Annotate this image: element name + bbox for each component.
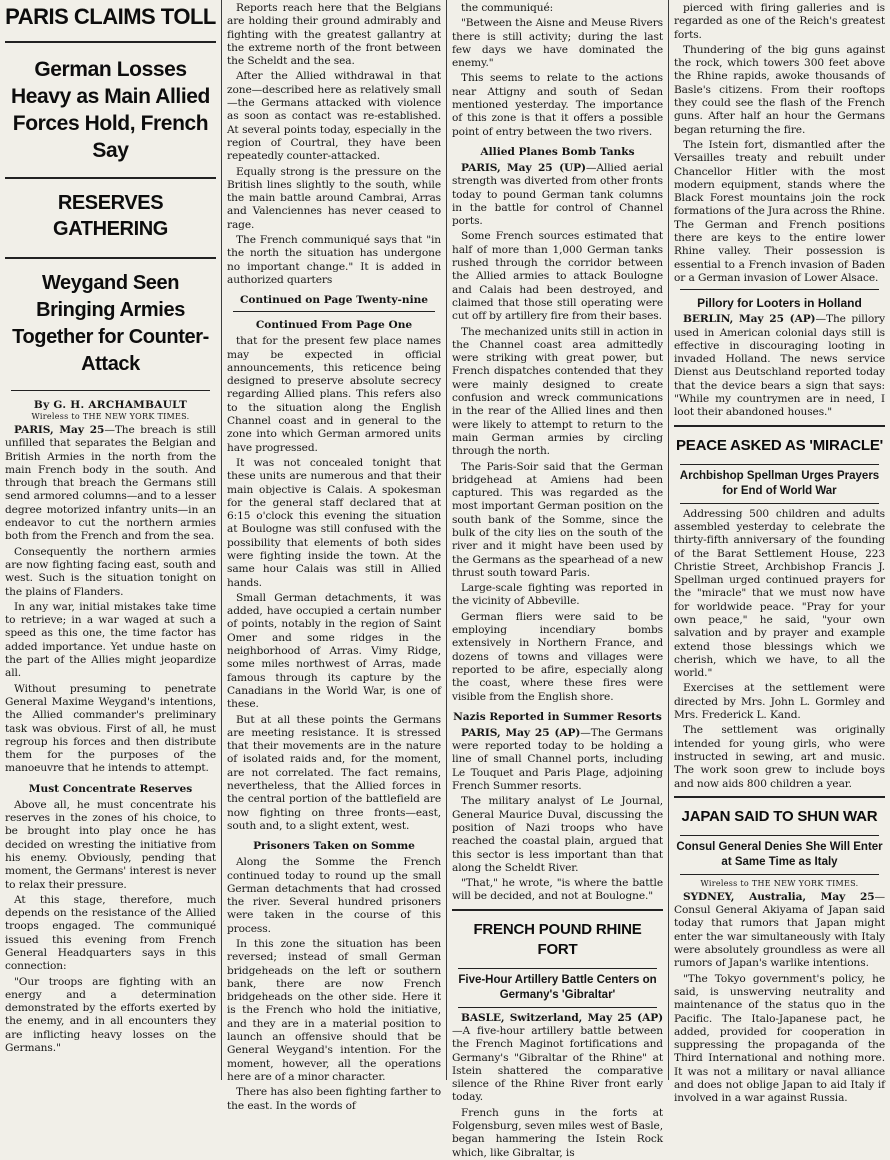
lead-text: —The pillory used in American colonial days still is effective in discouraging looting in invaded Holland. The news service Dienst aus Deutschland reported today that the device bears a sign that says: "While my countrymen are in need, I loot their abandoned houses." [674,313,886,419]
paragraph: "The Tokyo government's policy, he said, is unswerving neutrality and maintenance of the status quo in the Pacific. The Italo-Japanese pact, he added, provided for cooperation in suppressing the propaganda of the Third International and nothing more. It was not a military or naval alliance and does not oblige Japan to aid Italy if involved in a war against Russia. [674,972,885,1105]
paragraph: There has also been fighting farther to the east. In the words of [227,1086,441,1112]
divider [5,257,216,259]
paragraph [674,891,885,971]
paragraph: In any war, initial mistakes take time to retrieve; in a war waged at such a speed as this one, the time factor has added importance. Yet undue haste on the part of the Allies might jeopardize all. [5,600,216,680]
paragraph: pierced with firing galleries and is regarded as one of the Reich's greatest forts. [674,2,885,41]
deck-five-hour-battle: Five-Hour Artillery Battle Centers on Germany's 'Gibraltar' [458,973,657,1001]
subhead-nazis-summer-resorts: Nazis Reported in Summer Resorts [453,710,662,723]
paragraph: The Paris-Soir said that the German bridgehead at Amiens had been captured. This was regarded as the most important German position on the south bank of the Somme, since the bulk of the city lies on the south of the river and it might have been used by the Germans as the spearhead of a new thrust south toward Paris. [452,460,663,579]
lead-paragraph [5,424,216,544]
divider [680,503,879,504]
lead-text: —The breach is still unfilled that separates the Belgian and British Armies in the north from the main French body in the south. And through that breach the Germans still send armored columns—and to a lesser degree motorized infantry units—in an endeavor to cut the northern armies both from the French and from the sea. [5,424,216,543]
paragraph: But at all these points the Germans are meeting resistance. It is stressed that their movements are in the nature of isolated raids and, for the moment, are not correlated. The fact remains, nevertheless, that the Allied forces in the central portion of the battlefield are now fighting on three fronts—east, south and, to a slight extent, west. [227,713,441,832]
paragraph: Without presuming to penetrate General Maxime Weygand's intentions, the Allied commander's preliminary task was obvious. First of all, he must regroup his forces and then distribute them for the purposes of the manoeuvre that he intends to attempt. [5,682,216,775]
headline-paris-claims-toll: PARIS CLAIMS TOLL [5,4,216,29]
paragraph: The settlement was originally intended for young girls, who were instructed in sewing, art and music. The work soon grew to include boys and now aids 800 children a year. [674,724,885,790]
divider [233,311,435,312]
paragraph: The Istein fort, dismantled after the Versailles treaty and rebuilt under Chancellor Hitler with the most modern equipment, stands where the Black Forest mountains join the rock formations of the Jura across the Rhine. The German and French positions there are keys to the entire lower Rhine valley. Their possession is essential to a French invasion of Baden or a German invasion of Lower Alsace. [674,138,885,284]
paragraph: Equally strong is the pressure on the British lines slightly to the south, while the main battle around Cambrai, Arras and Valenciennes has never ceased to rage. [227,165,441,231]
paragraph: German fliers were said to be employing incendiary bombs extensively in Northern France, and dozens of towns and villages were reported to be afire, especially along the coast, where these fires were visible from the English shore. [452,610,663,703]
deck-german-losses: German Losses Heavy as Main Allied Forces Hold, French Say [11,58,210,162]
headline-french-pound-rhine-fort: FRENCH POUND RHINE FORT [473,920,642,958]
paragraph: Consequently the northern armies are now fighting facing east, south and west. Such is the situation tonight on the plains of Flanders. [5,545,216,598]
wireless-credit: Wireless to THE NEW YORK TIMES. [31,412,190,421]
paragraph: that for the present few place names may be expected in official announcements, this reticence being designed to preserve absolute secrecy regarding Allied plans. This refers also to the situation along the English Channel coast and in general to the zone into which German armored units have progressed. [227,335,441,454]
dateline: BASLE, Switzerland, May 25 (AP) [461,1011,663,1024]
headline-japan-shun-war: JAPAN SAID TO SHUN WAR [681,807,878,825]
byline: By G. H. ARCHAMBAULT [33,399,188,411]
paragraph [674,313,885,419]
dateline: SYDNEY, Australia, May 25 [683,890,875,903]
lead-text: —A five-hour artillery battle between the French Maginot fortifications and Germany's "Gibraltar of the Rhine" at Istein shattered the comparative silence of the Rhine River front early today. [452,1025,663,1104]
divider [674,425,885,427]
paragraph: Some French sources estimated that half of more than 1,000 German tanks rushed through the corridor between the Allied armies to attack Boulogne and Calais had been destroyed, and claimed that those still operating were cut off by artillery fire from their bases. [452,230,663,323]
paragraph [452,1012,663,1105]
paragraph [452,727,663,793]
subhead-planes-bomb-tanks: Allied Planes Bomb Tanks [480,145,635,158]
paragraph: Reports reach here that the Belgians are holding their ground admirably and fighting with the greatest gallantry at the extreme north of the front between the Scheldt and the sea. [227,2,441,68]
divider [458,968,657,969]
deck-consul-general: Consul General Denies She Will Enter at Same Time as Italy [676,840,883,868]
paragraph: Small German detachments, it was added, have occupied a certain number of points, notably in the region of Saint Omer and some ridges in the neighborhood of Arras. Vimy Ridge, some miles northwest of Arras, made famous through its capture by the Canadians in the World War, is one of these. [227,591,441,711]
paragraph: "Between the Aisne and Meuse Rivers there is still activity; during the last few days we have dominated the enemy." [452,17,663,70]
paragraph: Thundering of the big guns against the rock, which towers 300 feet above the Rhine rapids, awoke thousands of Basle's citizens. From their rooftops they could see the flash of the French guns. After half an hour the Germans began returning the fire. [674,43,885,136]
deck-reserves-gathering: RESERVES GATHERING [53,192,168,240]
column-2 [222,0,446,1112]
paragraph: It was not concealed tonight that these units are numerous and that their main objective is Calais. A spokesman for the general staff declared that at 6:15 o'clock this evening the situation at Boulogne was still confused with the possibility that elements of both sides were fighting inside the town. At the same hour Calais was still in Allied hands. [227,456,441,589]
wireless-credit: Wireless to THE NEW YORK TIMES. [700,878,859,888]
divider [680,289,879,290]
lead-text: —The Germans were reported today to be holding a line of small Channel ports, including Le Touquet and Paris Plage, adjoining French Summer resorts. [452,726,663,793]
paragraph: "Our troops are fighting with an energy and a determination demonstrated by the efforts exerted by the enemy, and in all encounters they are inflicting heavy losses on the Germans." [5,975,216,1055]
deck-weygand: Weygand Seen Bringing Armies Together for Counter-Attack [12,272,209,375]
paragraph: Large-scale fighting was reported in the vicinity of Abbeville. [452,582,663,608]
column-3 [447,0,668,1159]
subhead-must-concentrate: Must Concentrate Reserves [28,782,193,795]
lead-text: —Consul General Akiyama of Japan said today that rumors that Japan might enter the war simultaneously with Italy were absolutely groundless as were all rumors of Japan's warlike intentions. [674,890,885,970]
divider [452,909,663,911]
paragraph: The mechanized units still in action in the Channel coast area admittedly were striking with great power, but French dispatches contended that they were mainly designed to create confusion and wreck communications in the rear of the Allied lines and then were likely to attempt to return to the main German armies by circling through the north. [452,325,663,458]
dateline: PARIS, May 25 (UP) [461,161,586,174]
paragraph: French guns in the forts at Folgensburg, seven miles west of Basle, began hammering the Istein Rock which, like Gibraltar, is [452,1106,663,1159]
paragraph: The French communiqué says that "in the north the situation has undergone no important change." It is added in authorized quarters [227,234,441,286]
dateline: PARIS, May 25 (AP) [461,726,581,739]
jump-line-continued-from: Continued From Page One [255,319,413,332]
paragraph: The military analyst of Le Journal, General Maurice Duval, discussing the position of Nazi troops who have reached the coastal plain, argued that this sector is less important than that along the Scheldt River. [452,795,663,874]
dateline: PARIS, May 25 [14,424,105,436]
jump-line-continued-on: Continued on Page Twenty-nine [239,294,429,307]
divider [5,41,216,43]
divider [680,835,879,836]
paragraph: After the Allied withdrawal in that zone—described here as relatively small—the Germans attacked with violence as soon as contact was re-established. At several points today, especially in the region of Courtral, they have been repeatedly counter-attacked. [227,70,441,163]
paragraph [452,162,663,228]
headline-peace-asked: PEACE ASKED AS 'MIRACLE' [675,436,884,454]
divider [680,464,879,465]
subhead-prisoners: Prisoners Taken on Somme [253,840,415,853]
divider [458,1007,657,1008]
paragraph: the communiqué: [461,2,554,14]
column-4 [669,0,890,1105]
divider [11,390,210,391]
paragraph: This seems to relate to the actions near Attigny and south of Sedan mentioned yesterday. The importance of this zone is that it offers a possible point of entry between the two rivers. [452,72,663,138]
paragraph: "That," he wrote, "is where the battle will be decided, and not at Boulogne." [452,877,663,903]
paragraph: Along the Somme the French continued today to round up the small German detachments that had crossed the river. Several hundred prisoners were taken in the course of this process. [227,856,441,935]
divider [5,177,216,179]
paragraph: Exercises at the settlement were directed by Mrs. John L. Gormley and Mrs. Frederick L. Kand. [674,682,885,722]
divider [680,874,879,875]
subhead-pillory: Pillory for Looters in Holland [697,296,862,311]
divider [674,796,885,798]
paragraph: In this zone the situation has been reversed; instead of small German bridgeheads on the left or southern bank, there are now French bridgeheads on the other side. Here it is the French who hold the initiative, and they are in a material position to launch an offensive should that be General Weygand's intention. For the moment, however, all the operations here are of a minor character. [227,938,441,1083]
lead-text: —Allied aerial strength was diverted from other fronts today to pound German tank columns in the battle for control of Channel ports. [452,161,664,228]
dateline: BERLIN, May 25 (AP) [683,313,816,326]
paragraph: Above all, he must concentrate his reserves in the zones of his choice, to be brought into play once he has decided on wresting the initiative from his enemy. Obviously, pending that moment, the Germans' interest is never to relax their pressure. [5,798,216,891]
deck-spellman: Archbishop Spellman Urges Prayers for End of World War [679,469,880,497]
paragraph: Addressing 500 children and adults assembled yesterday to celebrate the thirty-fifth anniversary of the founding of the Barat Settlement House, 223 Christie Street, Archbishop Francis J. Spellman urged continued prayers for the "miracle" that we must now have for worldwide peace. "Pray for your own peace," he said, "your own salvation and by prayer and example extend those blessings which we cherish, which we have, to all the world." [674,507,885,680]
paragraph: At this stage, therefore, much depends on the resistance of the Allied troops engaged. The communiqué issued this evening from French General Headquarters says in this connection: [5,893,216,973]
column-1 [0,0,221,1080]
